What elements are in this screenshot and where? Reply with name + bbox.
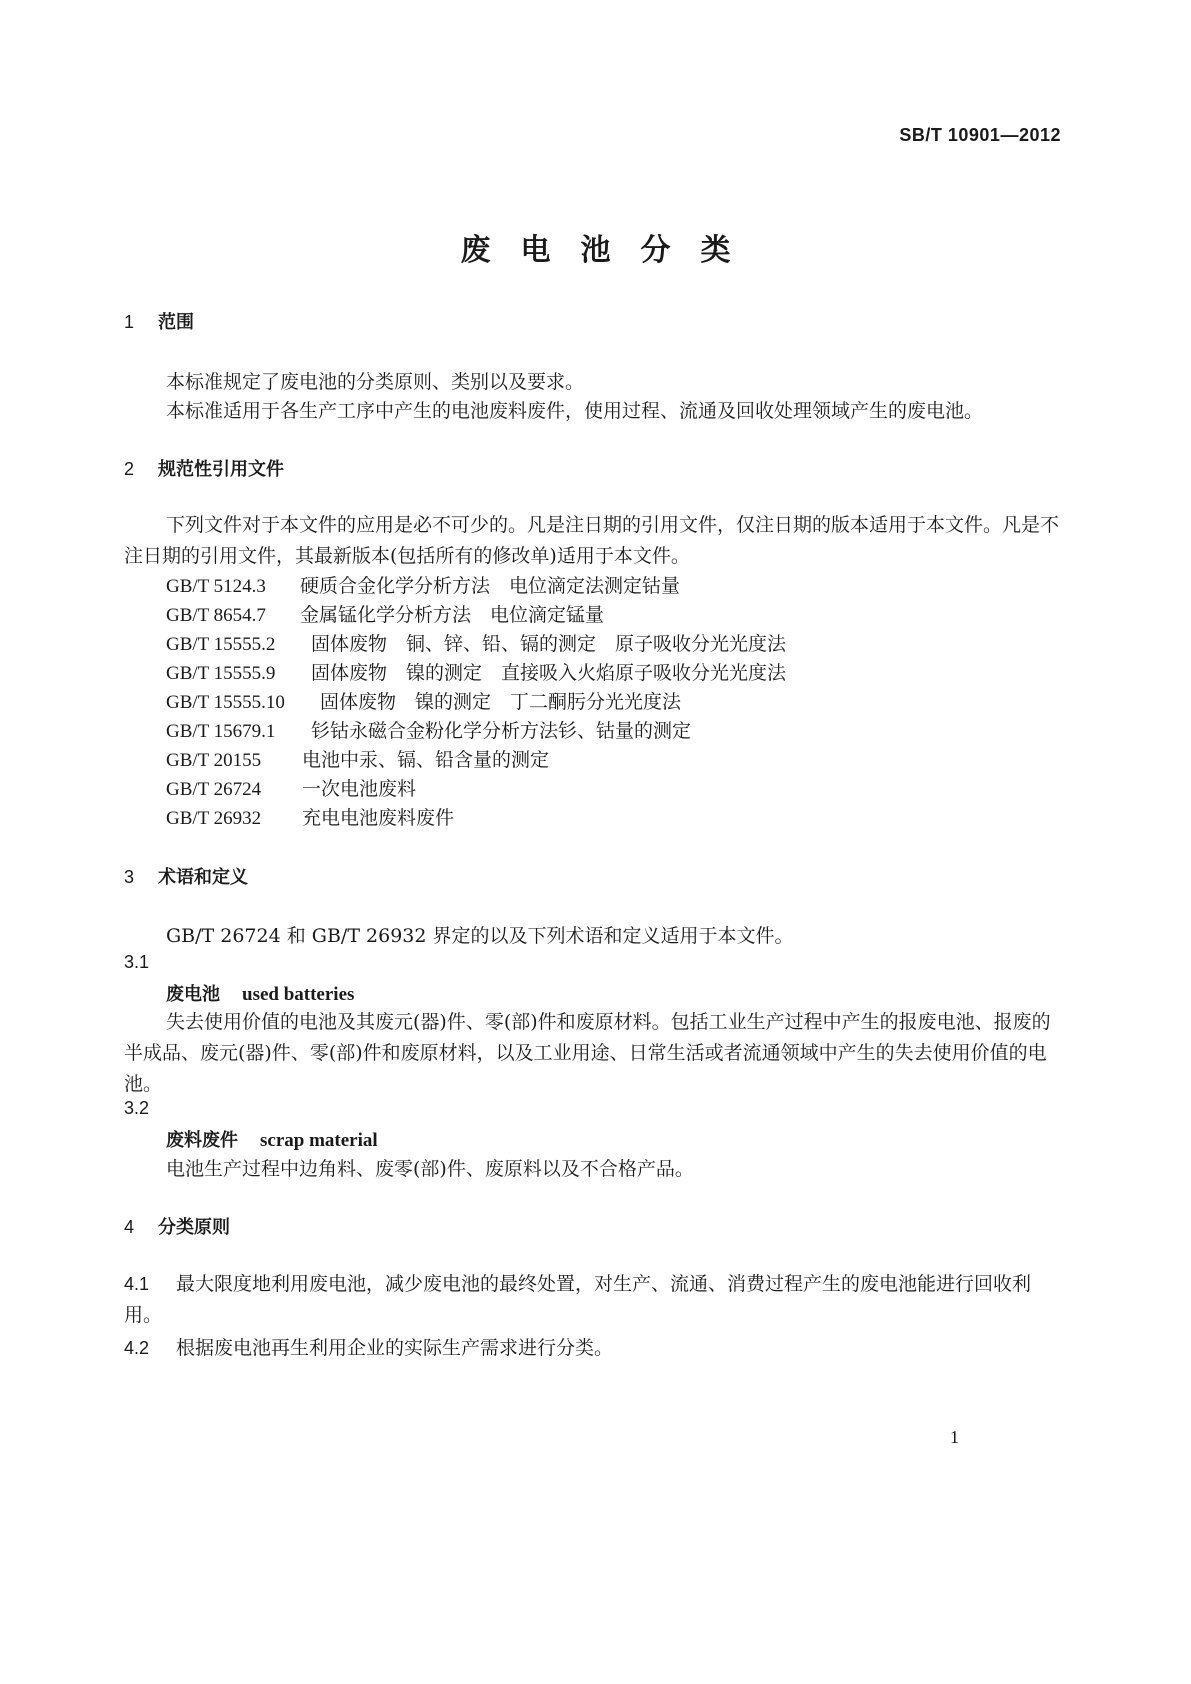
reference-item xyxy=(166,745,549,772)
term-english: used batteries xyxy=(242,984,355,1005)
standard-code: SB/T 10901—2012 xyxy=(899,125,1061,145)
reference-code: GB/T 26724 xyxy=(166,779,262,800)
reference-item xyxy=(166,658,786,685)
scope-paragraph: 本标准规定了废电池的分类原则、类别以及要求。 xyxy=(166,371,585,393)
terms-intro: GB/T 26724 和 GB/T 26932 界定的以及下列术语和定义适用于本文件。 xyxy=(166,925,794,947)
section-heading-normative-references xyxy=(124,455,284,481)
clause-number: 4.2 xyxy=(124,1338,150,1358)
section-number: 1 xyxy=(124,312,135,332)
section-title: 术语和定义 xyxy=(158,867,248,888)
term-english: scrap material xyxy=(260,1130,378,1151)
principle-clause xyxy=(124,1269,1064,1331)
section-title: 范围 xyxy=(158,312,194,333)
clause-text: 最大限度地利用废电池，减少废电池的最终处置，对生产、流通、消费过程产生的废电池能进行回收利用。 xyxy=(124,1273,1032,1326)
section-number: 2 xyxy=(124,459,135,479)
section-heading-classification-principles xyxy=(124,1213,230,1239)
principle-clause xyxy=(124,1333,613,1360)
section-heading-terms-definitions xyxy=(124,863,248,889)
section-title: 分类原则 xyxy=(158,1217,230,1238)
reference-title: 固体废物 镍的测定 直接吸入火焰原子吸收分光光度法 xyxy=(311,662,787,684)
reference-item xyxy=(166,600,604,627)
reference-item xyxy=(166,803,454,830)
term-number: 3.1 xyxy=(124,952,150,972)
reference-code: GB/T 15555.9 xyxy=(166,663,276,684)
reference-title: 电池中汞、镉、铅含量的测定 xyxy=(302,749,550,771)
reference-code: GB/T 26932 xyxy=(166,808,262,829)
section-number: 4 xyxy=(124,1217,135,1237)
term-definition: 失去使用价值的电池及其废元(器)件、零(部)件和废原材料。包括工业生产过程中产生的报废电池、报废的半成品、废元(器)件、零(部)件和废原材料，以及工业用途、日常生活或者流通领域中产生的失去使用价值的电池。 xyxy=(124,1011,1051,1095)
term-heading xyxy=(166,980,354,1006)
section-title: 规范性引用文件 xyxy=(158,459,284,480)
page-number: 1 xyxy=(950,1427,959,1447)
reference-item xyxy=(166,774,416,801)
reference-code: GB/T 8654.7 xyxy=(166,605,266,626)
reference-title: 金属锰化学分析方法 电位滴定锰量 xyxy=(300,604,605,626)
reference-title: 固体废物 镍的测定 丁二酮肟分光光度法 xyxy=(320,691,682,713)
term-definition: 电池生产过程中边角料、废零(部)件、废原料以及不合格产品。 xyxy=(166,1158,694,1180)
clause-text: 根据废电池再生利用企业的实际生产需求进行分类。 xyxy=(176,1337,614,1359)
reference-item xyxy=(166,629,786,656)
term-number: 3.2 xyxy=(124,1098,150,1118)
reference-title: 硬质合金化学分析方法 电位滴定法测定钴量 xyxy=(300,575,681,597)
references-intro: 下列文件对于本文件的应用是必不可少的。凡是注日期的引用文件，仅注日期的版本适用于本文件。凡是不注日期的引用文件，其最新版本(包括所有的修改单)适用于本文件。 xyxy=(124,514,1060,567)
term-heading xyxy=(166,1126,378,1152)
reference-item xyxy=(166,571,680,598)
reference-title: 固体废物 铜、锌、铅、镉的测定 原子吸收分光光度法 xyxy=(311,633,787,655)
section-heading-scope xyxy=(124,308,194,334)
reference-item xyxy=(166,716,691,743)
reference-title: 钐钴永磁合金粉化学分析方法钐、钴量的测定 xyxy=(311,720,692,742)
document-title: 废电池分类 xyxy=(460,233,761,268)
reference-code: GB/T 5124.3 xyxy=(166,576,266,597)
scope-paragraph: 本标准适用于各生产工序中产生的电池废料废件，使用过程、流通及回收处理领域产生的废电池。 xyxy=(166,400,984,422)
reference-code: GB/T 20155 xyxy=(166,750,262,771)
section-number: 3 xyxy=(124,867,135,887)
reference-code: GB/T 15555.10 xyxy=(166,692,285,713)
reference-title: 一次电池废料 xyxy=(302,778,417,800)
reference-code: GB/T 15555.2 xyxy=(166,634,276,655)
reference-title: 充电电池废料废件 xyxy=(302,807,455,829)
term-chinese: 废料废件 xyxy=(166,1130,238,1151)
term-chinese: 废电池 xyxy=(166,984,220,1005)
reference-item xyxy=(166,687,681,714)
reference-code: GB/T 15679.1 xyxy=(166,721,276,742)
clause-number: 4.1 xyxy=(124,1274,150,1294)
